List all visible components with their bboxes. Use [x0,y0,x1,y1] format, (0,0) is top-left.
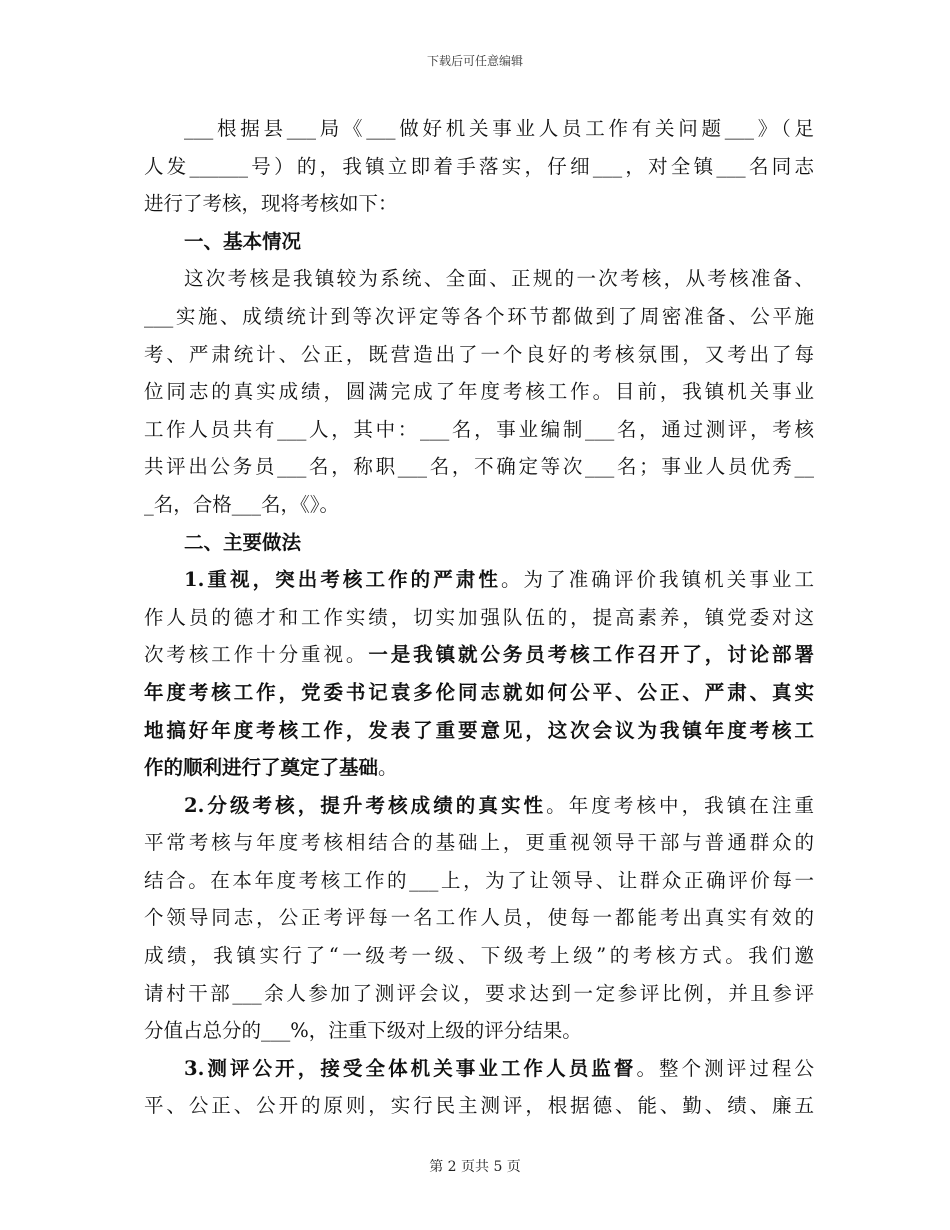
text-line [144,373,814,411]
text-line [144,448,814,486]
body-text: 。年度考核中，我镇在注重 [546,793,814,817]
text-line [144,937,814,975]
bold-text: 地搞好年度考核工作，发表了重要意见，这次会议为我镇年度考核工 [144,718,814,742]
page-footer: 第 2 页共 5 页 [429,1159,521,1175]
body-text: 人发______号）的，我镇立即着手落实，仔细___，对全镇___名同志 [144,154,814,178]
text-line [144,148,814,186]
text-line [144,599,814,637]
bold-text: 1.重视，突出考核工作的严肃性 [184,568,501,592]
text-line [144,298,814,336]
text-line [144,185,814,223]
text-line [144,336,814,374]
body-text: 工作人员共有___人，其中：___名，事业编制___名，通过测评，考核 [144,417,814,441]
body-text: _名，合格___名，《》。 [144,492,340,516]
body-text: 位同志的真实成绩，圆满完成了年度考核工作。目前，我镇机关事业 [144,380,814,404]
bold-text: 二、主要做法 [184,530,302,554]
body-text: 。 [378,756,398,780]
body-text: ___根据县___局《___做好机关事业人员工作有关问题___》（足 [184,117,814,140]
document-body [144,110,814,1125]
text-line [144,787,814,825]
body-text: 结合。在本年度考核工作的___上，为了让领导、让群众正确评价每一 [144,868,814,892]
body-text: 考、严肃统计、公正，既营造出了一个良好的考核氛围，又考出了每 [144,342,814,366]
text-line [144,899,814,937]
body-text: 。整个测评过程公 [636,1056,814,1080]
text-line [144,712,814,750]
body-text: 平常考核与年度考核相结合的基础上，更重视领导干部与普通群众的 [144,831,814,855]
body-text: 进行了考核，现将考核如下： [144,192,398,216]
body-text: 作人员的德才和工作实绩，切实加强队伍的，提高素养，镇党委对这 [144,605,814,629]
body-text: 分值占总分的___%，注重下级对上级的评分结果。 [144,1019,582,1043]
bold-text: 一、基本情况 [184,229,302,253]
text-line [144,1087,814,1125]
body-text: 这次考核是我镇较为系统、全面、正规的一次考核，从考核准备、 [184,267,814,291]
bold-text: 年度考核工作，党委书记袁多伦同志就如何公平、公正、严肃、真实 [144,680,814,704]
bold-text: 一是我镇就公务员考核工作召开了，讨论部署 [368,643,814,667]
text-line [144,223,814,261]
body-text: 平、公正、公开的原则，实行民主测评，根据德、能、勤、绩、廉五 [144,1094,814,1118]
bold-text: 作的顺利进行了奠定了基础 [144,756,379,780]
text-line [144,524,814,562]
page-header: 下载后可任意编辑 [426,54,523,68]
body-text: 次考核工作十分重视。 [144,643,369,667]
text-line [144,636,814,674]
text-line [144,674,814,712]
body-text: ___实施、成绩统计到等次评定等各个环节都做到了周密准备、公平施 [144,304,814,328]
text-line [144,749,814,787]
body-text: 个领导同志，公正考评每一名工作人员，使每一都能考出真实有效的 [144,906,814,930]
body-text: 。为了准确评价我镇机关事业工 [500,568,814,592]
body-text: 共评出公务员___名，称职___名，不确定等次___名；事业人员优秀__ [144,455,814,479]
text-line [144,975,814,1013]
text-line [144,110,814,148]
text-line [144,561,814,599]
bold-text: 2.分级考核，提升考核成绩的真实性 [184,793,547,817]
text-line [144,824,814,862]
text-line [144,862,814,900]
bold-text: 3.测评公开，接受全体机关事业工作人员监督 [184,1056,637,1080]
body-text: 成绩，我镇实行了“一级考一级、下级考上级”的考核方式。我们邀 [144,944,814,968]
text-line [144,260,814,298]
text-line [144,1012,814,1050]
body-text: 请村干部___余人参加了测评会议，要求达到一定参评比例，并且参评 [144,981,814,1005]
text-line [144,1050,814,1088]
text-line [144,486,814,524]
text-line [144,411,814,449]
